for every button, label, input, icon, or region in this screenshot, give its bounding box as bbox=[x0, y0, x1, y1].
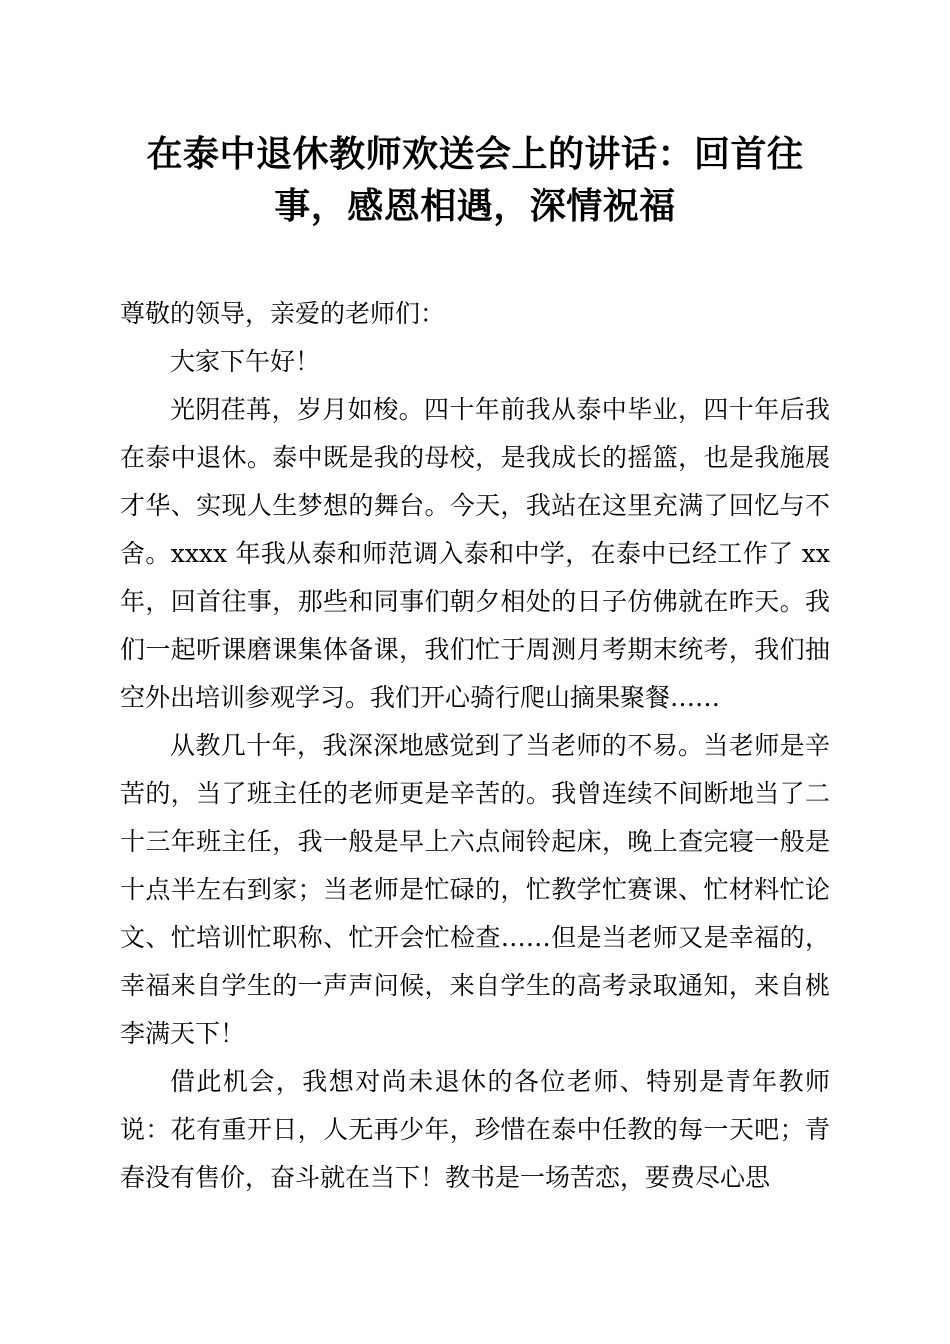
greeting-paragraph: 大家下午好！ bbox=[170, 347, 321, 376]
body-paragraph: 从教几十年，我深深地感觉到了当老师的不易。当老师是辛苦的，当了班主任的老师更是辛苦的。我曾连续不间断地当了二十三年班主任，我一般是早上六点闹铃起床，晚上查完寝一般是十点半左右到家；当老师是忙碌的，忙教学忙赛课、忙材料忙论文、忙培训忙职称、忙开会忙检查……但是当老师又是幸福的，幸福来自学生的一声声问候，来自学生的高考录取通知，来自桃李满天下！ bbox=[120, 731, 830, 1048]
body-paragraph: 光阴荏苒，岁月如梭。四十年前我从泰中毕业，四十年后我在泰中退休。泰中既是我的母校，是我成长的摇篮，也是我施展才华、实现人生梦想的舞台。今天，我站在这里充满了回忆与不舍。xxxx 年我从泰和师范调入泰和中学，在泰中已经工作了 xx 年，回首往事，那些和同事们朝夕相处的日子仿佛就在昨天。我们一起听课磨课集体备课，我们忙于周测月考期末统考，我们抽空外出培训参观学习。我们开心骑行爬山摘果聚餐…… bbox=[120, 395, 830, 712]
body-paragraph: 借此机会，我想对尚未退休的各位老师、特别是青年教师说：花有重开日，人无再少年，珍惜在泰中任教的每一天吧；青春没有售价，奋斗就在当下！教书是一场苦恋，要费尽心思 bbox=[120, 1067, 830, 1192]
salutation-paragraph: 尊敬的领导，亲爱的老师们： bbox=[120, 299, 446, 328]
document-title: 在泰中退休教师欢送会上的讲话：回首往事，感恩相遇，深情祝福 bbox=[146, 133, 804, 227]
